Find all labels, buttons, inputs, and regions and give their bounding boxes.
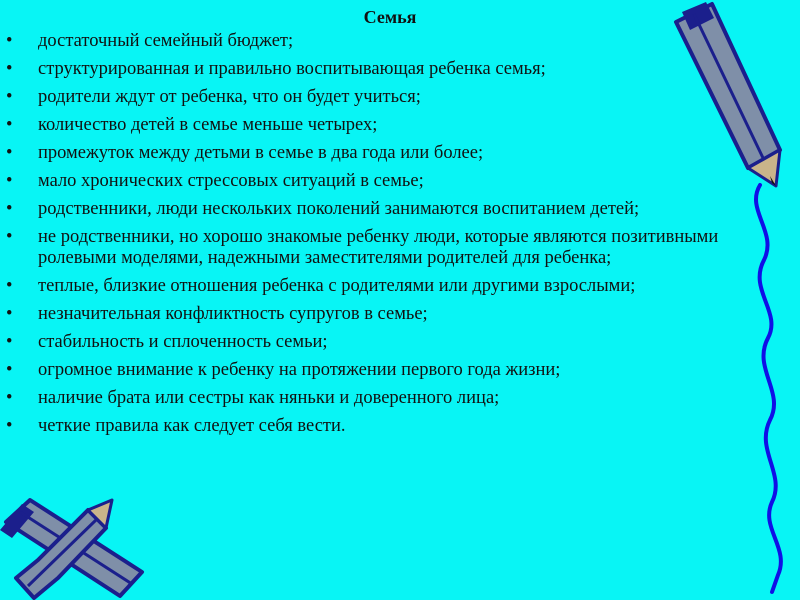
list-item: • достаточный семейный бюджет; [0, 31, 770, 52]
list-item: • четкие правила как следует себя вести. [0, 416, 770, 437]
list-item: • незначительная конфликтность супругов в семье; [0, 304, 770, 325]
list-item: • стабильность и сплоченность семьи; [0, 332, 770, 353]
list-item: • не родственники, но хорошо знакомые ребенку люди, которые являются позитивными ролевыми моделями, надежными заместителями родителей для ребенка; [0, 227, 770, 269]
list-item: • теплые, близкие отношения ребенка с родителями или другими взрослыми; [0, 276, 770, 297]
list-item: • огромное внимание к ребенку на протяжении первого года жизни; [0, 360, 770, 381]
list-item: • промежуток между детьми в семье в два года или более; [0, 143, 770, 164]
list-item: • родители ждут от ребенка, что он будет учиться; [0, 87, 770, 108]
list-item: • наличие брата или сестры как няньки и доверенного лица; [0, 388, 770, 409]
pencil-icon [0, 500, 142, 596]
bullet-list [0, 31, 770, 444]
list-item: • количество детей в семье меньше четырех; [0, 115, 770, 136]
list-item: • структурированная и правильно воспитывающая ребенка семья; [0, 59, 770, 80]
pencil-icon [16, 500, 112, 598]
slide-title: Семья [363, 7, 417, 27]
list-item: • мало хронических стрессовых ситуаций в семье; [0, 171, 770, 192]
list-item: • родственники, люди нескольких поколений занимаются воспитанием детей; [0, 199, 770, 220]
